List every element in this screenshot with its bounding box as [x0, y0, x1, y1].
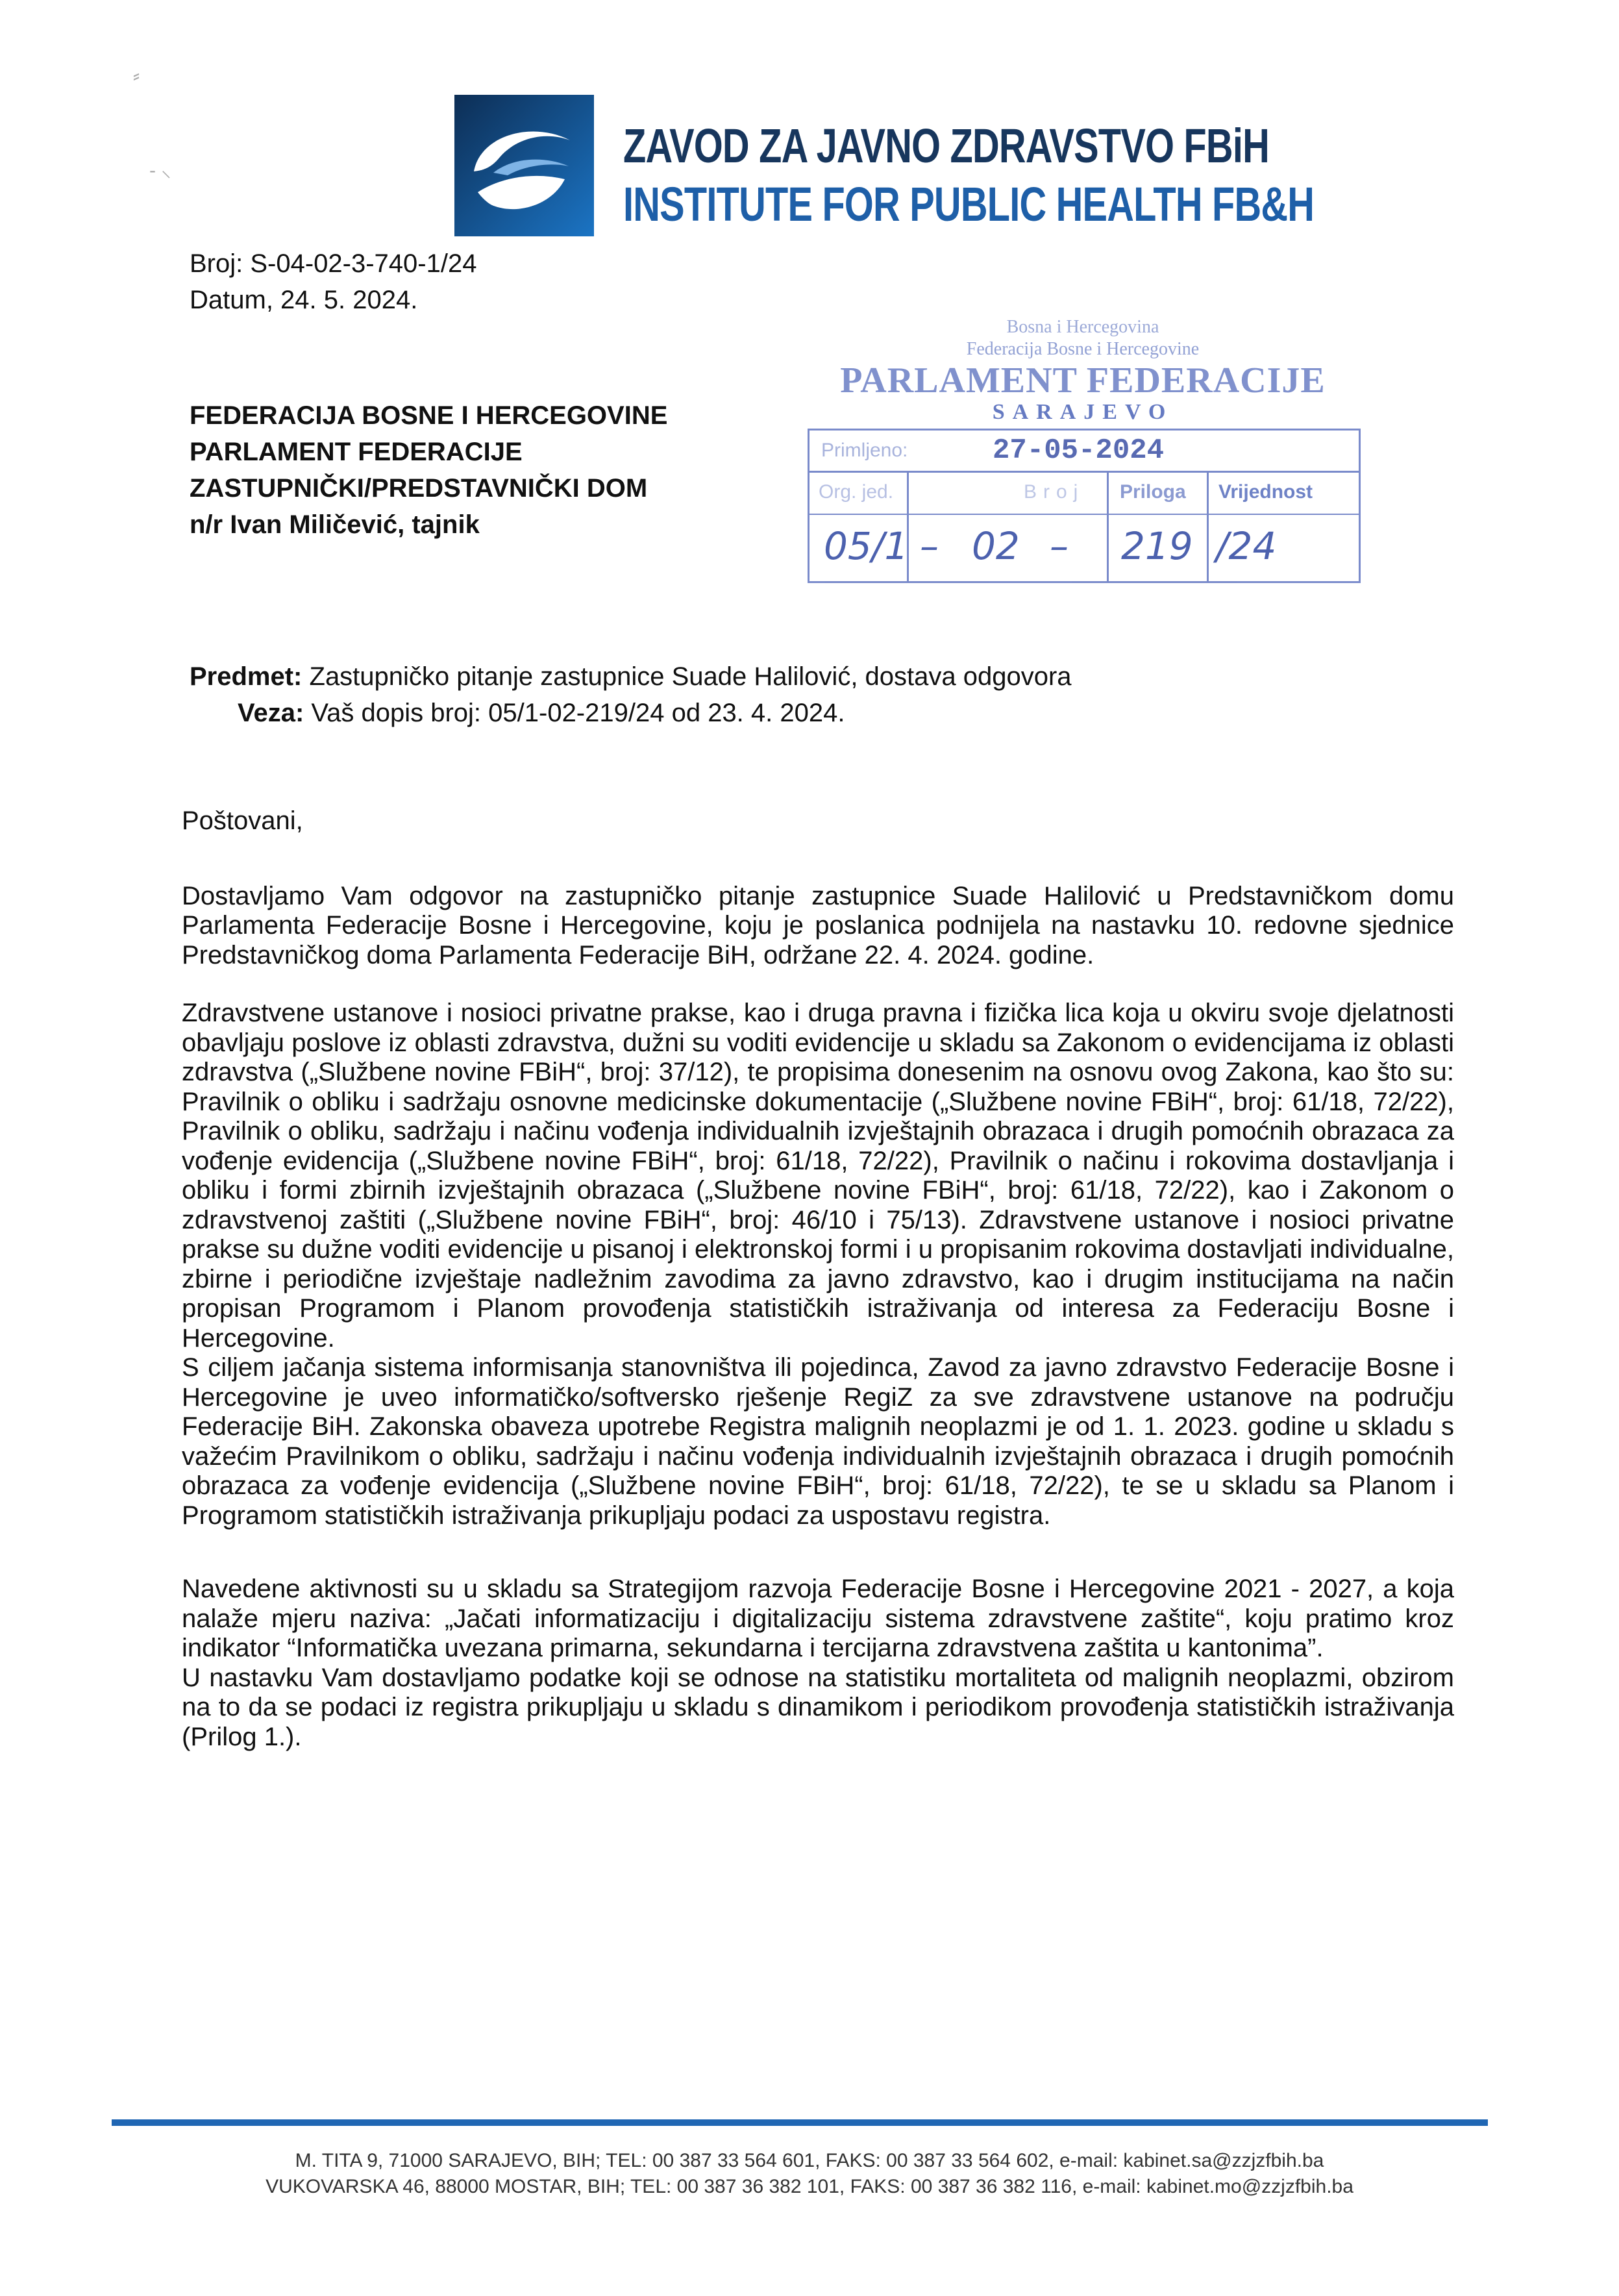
stamp-header-row: [810, 472, 1359, 515]
reference-link-line: [190, 695, 1072, 731]
recipient-line-1: FEDERACIJA BOSNE I HERCEGOVINE: [190, 401, 668, 430]
reference-number: Broj: S-04-02-3-740-1/24: [190, 249, 477, 278]
footer-contacts: [0, 2148, 1619, 2200]
handwritten-year: /24: [1216, 524, 1277, 568]
paragraph-3: S ciljem jačanja sistema informisanja stanovništva ili pojedinca, Zavod za javno zdravstvo Federacije Bosne i Hercegovine je uveo informatičko/softversko rješenje RegiZ za sve zdravstvene ustanove na području Federacije BiH. Zakonska obaveza upotrebe Registra malignih neoplazmi je od 1. 1. 2023. godine u skladu s važećim Pravilnikom o obliku, sadržaju i načinu vođenja individualnih izvještajnih obrazaca i drugih pomoćnih obrazaca za vođenje evidencija („Službene novine FBiH“, broj: 61/18, 72/22), te se u skladu sa Planom i Programom statističkih istraživanja prikupljaju podaci za uspostavu registra.: [182, 1353, 1454, 1530]
handwritten-dash: –: [920, 524, 939, 568]
subject-label: Predmet:: [190, 662, 303, 691]
stamp-attachment-label: Priloga: [1120, 481, 1186, 503]
handwritten-org-unit: 05/1: [824, 524, 909, 568]
subject-text: Zastupničko pitanje zastupnice Suade Halilović, dostava odgovora: [302, 662, 1072, 691]
stamp-handwritten-row: [810, 515, 1359, 580]
paragraph-1: Dostavljamo Vam odgovor na zastupničko pitanje zastupnice Suade Halilović u Predstavničkom domu Parlamenta Federacije Bosne i Hercegovine, koju je poslanica podnijela na nastavku 10. redovne sjednice Predstavničkog doma Parlamenta Federacije BiH, održane 22. 4. 2024. godine.: [182, 881, 1454, 969]
reference-link-text: Vaš dopis broj: 05/1-02-219/24 od 23. 4. 2024.: [304, 699, 845, 727]
stamp-received-date: 27-05-2024: [993, 434, 1165, 467]
paragraph-5: U nastavku Vam dostavljamo podatke koji se odnose na statistiku mortaliteta od malignih neoplazmi, obzirom na to da se podaci iz registra prikupljaju u skladu s dinamikom i periodikom provođenja statističkih istraživanja (Prilog 1.).: [182, 1663, 1454, 1751]
paragraph-2: Zdravstvene ustanove i nosioci privatne prakse, kao i druga pravna i fizička lica koja u okviru svoje djelatnosti obavljaju poslove iz oblasti zdravstva, dužni su voditi evidencije u skladu sa Zakonom o evidencijama iz oblasti zdravstva („Službene novine FBiH“, broj: 37/12), te propisima donesenim na osnovu ovog Zakona, kao što su: Pravilnik o obliku i sadržaju osnovne medicinske dokumentacije („Službene novine FBiH“, broj: 61/18, 72/22), Pravilnik o obliku, sadržaju i načinu vođenja individualnih izvještajnih obrazaca i drugih pomoćnih obrazaca za vođenje evidencija („Službene novine FBiH“, broj: 61/18, 72/22), Pravilnik o načinu i rokovima dostavljanja i obliku i formi zbirnih izvještajnih obrazaca („Službene novine FBiH“, broj: 61/18, 72/22), kao i Zakonom o zdravstvenoj zaštiti („Službene novine FBiH“, broj: 46/10 i 75/13). Zdravstvene ustanove i nosioci privatne prakse su dužne voditi evidencije u pisanoj i elektronskoj formi i u propisanim rokovima dostavljati individualne, zbirne i periodične izvještaje nadležnim zavodima za javno zdravstvo, kao i drugim institucijama na način propisan Programom i Planom provođenja statističkih istraživanja od interesa za Federaciju Bosne i Hercegovine.: [182, 999, 1454, 1353]
stamp-city: SARAJEVO: [992, 400, 1174, 424]
institute-name-english: INSTITUTE FOR PUBLIC HEALTH FB&H: [623, 177, 1315, 231]
reference-date: Datum, 24. 5. 2024.: [190, 286, 418, 314]
recipient-line-2: PARLAMENT FEDERACIJE: [190, 438, 523, 466]
stamp-country: Bosna i Hercegovina: [1006, 317, 1159, 337]
letter-body: [182, 806, 1454, 1752]
subject-block: [190, 658, 1072, 731]
salutation: Poštovani,: [182, 806, 303, 835]
handwritten-number: 02: [972, 524, 1020, 568]
stamp-number-label: Broj: [1024, 481, 1085, 503]
footer-rule: [112, 2119, 1488, 2126]
recipient-line-3: ZASTUPNIČKI/PREDSTAVNIČKI DOM: [190, 474, 648, 503]
reference-block: [190, 245, 476, 318]
scan-mark: ‐ ⸜: [149, 160, 171, 181]
stamp-value-label: Vrijednost: [1218, 481, 1313, 503]
footer-sarajevo-address: M. TITA 9, 71000 SARAJEVO, BIH; TEL: 00 387 33 564 601, FAKS: 00 387 33 564 602, e-mail: kabinet.sa@zzjzfbih.ba: [295, 2150, 1324, 2171]
footer-mostar-address: VUKOVARSKA 46, 88000 MOSTAR, BIH; TEL: 00 387 36 382 101, FAKS: 00 387 36 382 116, e-mail: kabinet.mo@zzjzfbih.ba: [266, 2176, 1353, 2197]
stamp-received-row: [810, 430, 1359, 473]
handwritten-case-number: 219: [1121, 524, 1193, 568]
recipient-block: [190, 397, 667, 543]
received-stamp: [804, 317, 1362, 590]
stamp-entity: Federacija Bosne i Hercegovine: [966, 339, 1200, 359]
stamp-parliament: PARLAMENT FEDERACIJE: [840, 360, 1326, 401]
institute-name-local: ZAVOD ZA JAVNO ZDRAVSTVO FBiH: [623, 119, 1269, 173]
scan-mark: ⸗: [133, 65, 140, 86]
handwritten-dash: –: [1050, 524, 1069, 568]
institute-name: [623, 117, 1314, 234]
recipient-line-4: n/r Ivan Miličević, tajnik: [190, 510, 480, 539]
institute-logo-icon: [454, 95, 594, 236]
stamp-received-label: Primljeno:: [821, 440, 908, 461]
paragraph-4: Navedene aktivnosti su u skladu sa Strategijom razvoja Federacije Bosne i Hercegovine 2021 - 2027, a koja nalaže mjeru naziva: „Jačati informatizaciju i digitalizaciju sistema zdravstvene zaštite“, koju pratimo kroz indikator “Informatička uvezana primarna, sekundarna i tercijarna zdravstvena zaštita u kantonima”.: [182, 1575, 1454, 1662]
subject-line: [190, 658, 1072, 695]
stamp-org-label: Org. jed.: [819, 481, 894, 503]
reference-link-label: Veza:: [238, 699, 304, 727]
stamp-table: [808, 429, 1361, 583]
